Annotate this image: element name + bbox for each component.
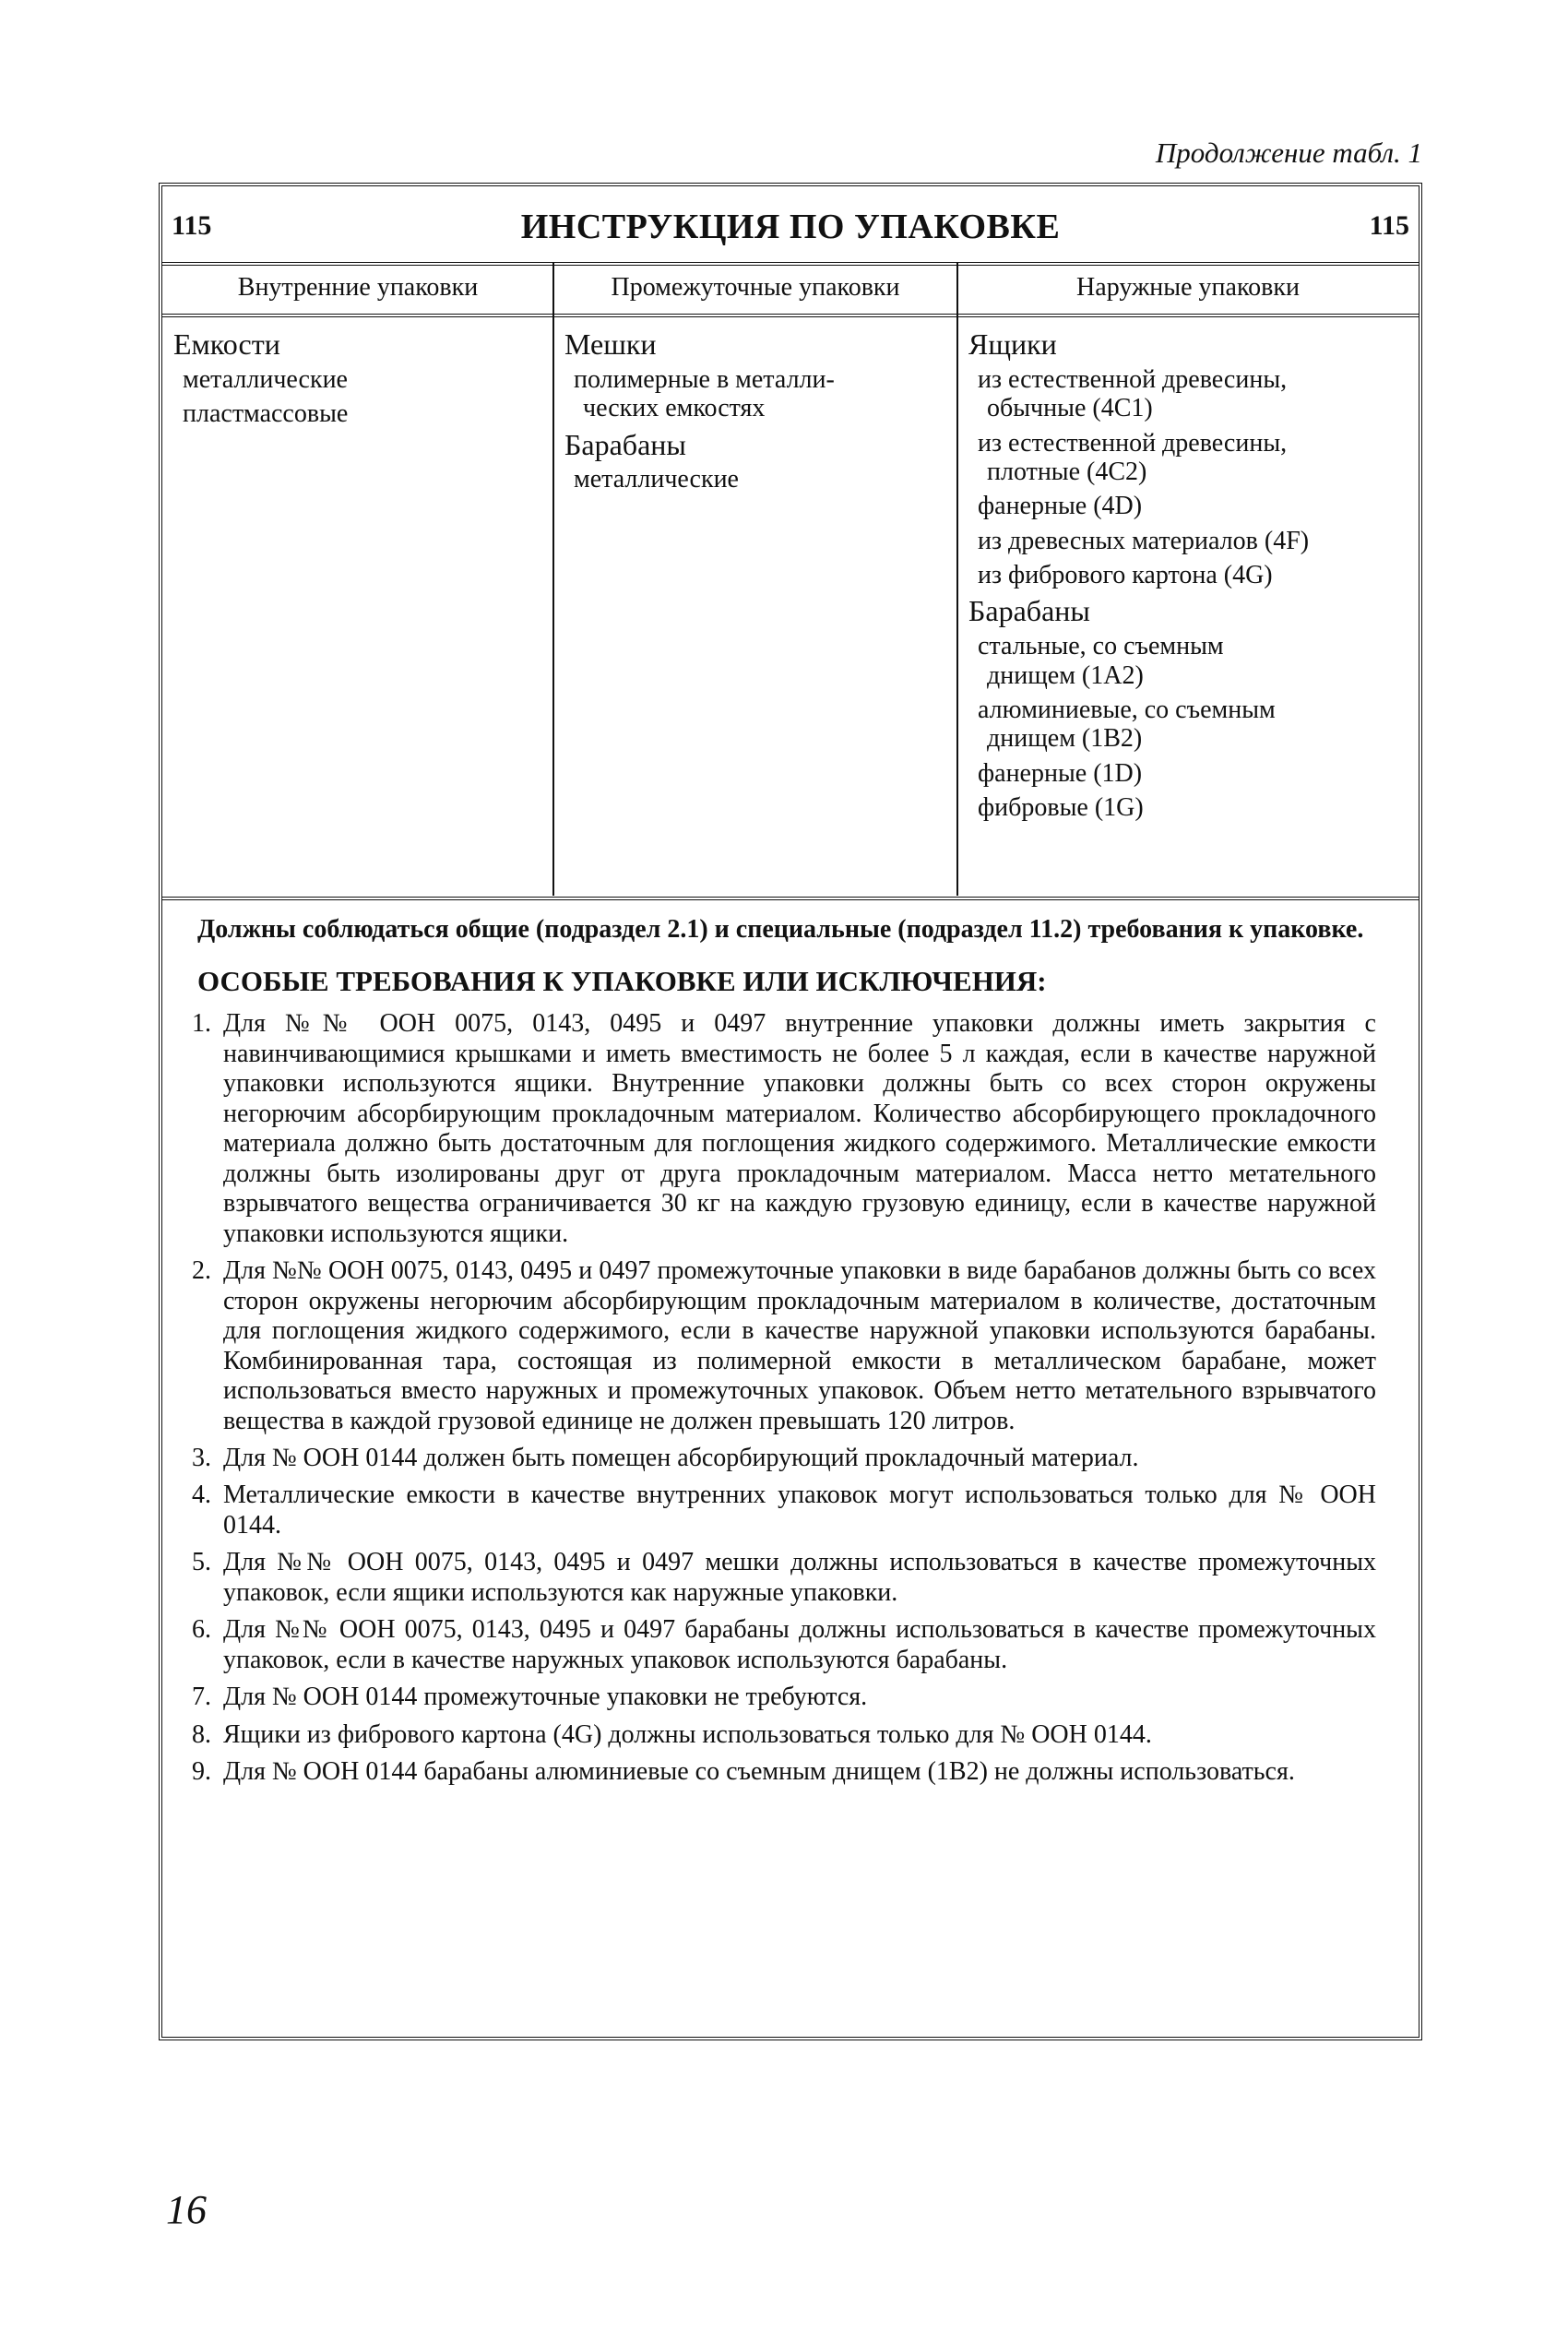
packaging-item-line: алюминиевые, со съемным	[978, 695, 1276, 724]
requirement-text: Для №№ ООН 0075, 0143, 0495 и 0497 мешки должны использоваться в качестве промежуточных упаковок, если ящики используются как наружные упаковки.	[223, 1548, 1376, 1607]
requirement-text: Для № ООН 0144 барабаны алюминиевые со съемным днищем (1B2) не должны использоваться.	[223, 1757, 1295, 1787]
column-header-inner: Внутренние упаковки	[237, 273, 479, 302]
requirement-item	[192, 1615, 1376, 1675]
column-divider	[956, 262, 958, 896]
section-divider	[162, 897, 1419, 900]
requirements-section	[192, 915, 1376, 1795]
requirement-number: 7.	[192, 1683, 211, 1712]
packaging-group-head: Емкости	[173, 327, 280, 361]
packing-instruction-table	[159, 183, 1422, 2040]
packaging-item	[978, 527, 1411, 555]
packaging-group	[564, 328, 947, 423]
packaging-item-line: металлические	[574, 465, 739, 494]
general-requirements-text: Должны соблюдаться общие (подраздел 2.1) и специальные (подраздел 11.2) требования к упаковке.	[197, 915, 1364, 944]
intermediate-packagings-column	[564, 328, 947, 500]
packaging-item	[978, 492, 1411, 520]
requirement-text: Металлические емкости в качестве внутренних упаковок могут использоваться только для № ООН 0144.	[223, 1481, 1376, 1540]
page-number: 16	[166, 2187, 207, 2232]
packaging-item	[574, 465, 947, 494]
packaging-item	[978, 759, 1411, 788]
requirement-item	[192, 1481, 1376, 1540]
packaging-item-line: днищем (1B2)	[987, 724, 1143, 754]
packaging-item-line: днищем (1A2)	[987, 660, 1144, 690]
requirement-item	[192, 1256, 1376, 1436]
special-requirements-list	[192, 1009, 1376, 1787]
packaging-item-line: фанерные (4D)	[978, 492, 1143, 521]
packaging-item	[183, 365, 542, 394]
packaging-item	[978, 696, 1411, 754]
requirement-text: Для №№ ООН 0075, 0143, 0495 и 0497 внутренние упаковки должны иметь закрытия с навинчивающимися крышками и иметь вместимость не более 5 л каждая, если в качестве наружной упаковки используются ящики. Внутренние упаковки должны быть со всех сторон окружены негорючим абсорбирующим прокладочным материалом. Количество абсорбирующего прокладочного материала должно быть достаточным для поглощения жидкого содержимого. Металлические емкости должны быть изолированы друг от друга прокладочным материалом. Масса нетто метательного взрывчатого вещества ограничивается 30 кг на каждую грузовую единицу, если в качестве наружной упаковки используются ящики.	[223, 1009, 1376, 1248]
packaging-item	[978, 365, 1411, 423]
packaging-item-line: ческих емкостях	[583, 394, 766, 423]
packaging-item-line: из древесных материалов (4F)	[978, 526, 1310, 555]
column-header-intermediate: Промежуточные упаковки	[611, 273, 900, 302]
instruction-title: ИНСТРУКЦИЯ ПО УПАКОВКЕ	[520, 208, 1061, 246]
packaging-item	[574, 365, 947, 423]
requirement-number: 5.	[192, 1548, 211, 1577]
requirement-text: Для №№ ООН 0075, 0143, 0495 и 0497 барабаны должны использоваться в качестве промежуточных упаковок, если в качестве наружных упаковок используются барабаны.	[223, 1615, 1376, 1674]
requirement-number: 1.	[192, 1009, 211, 1039]
requirement-item	[192, 1009, 1376, 1249]
requirement-item	[192, 1683, 1376, 1712]
packaging-item-line: из естественной древесины,	[978, 364, 1288, 394]
requirement-text: Ящики из фибрового картона (4G) должны использоваться только для № ООН 0144.	[223, 1719, 1152, 1749]
packaging-item-line: полимерные в металли-	[574, 364, 835, 394]
packaging-item-line: из естественной древесины,	[978, 428, 1288, 458]
packaging-item-line: стальные, со съемным	[978, 632, 1224, 661]
outer-packagings-column	[968, 328, 1411, 827]
packaging-item-line: металлические	[183, 364, 348, 394]
requirement-item	[192, 1719, 1376, 1750]
packaging-group-head: Мешки	[564, 327, 657, 361]
requirement-number: 3.	[192, 1443, 211, 1472]
requirement-item	[192, 1548, 1376, 1608]
packaging-item-line: пластмассовые	[183, 399, 349, 429]
packaging-item-line: из фибрового картона (4G)	[978, 560, 1273, 589]
packaging-item	[978, 429, 1411, 487]
packaging-item	[183, 399, 542, 428]
table-title-row	[162, 186, 1419, 266]
packaging-group	[173, 328, 542, 429]
instruction-number-right: 115	[1369, 210, 1409, 241]
packaging-item-line: фанерные (1D)	[978, 758, 1143, 788]
requirement-number: 9.	[192, 1757, 211, 1787]
requirement-number: 4.	[192, 1481, 211, 1510]
packaging-group-head: Ящики	[968, 327, 1057, 361]
packaging-group	[968, 595, 1411, 822]
instruction-number-left: 115	[172, 210, 212, 241]
column-header-outer: Наружные упаковки	[1076, 273, 1300, 302]
column-divider	[552, 262, 554, 896]
requirement-item	[192, 1443, 1376, 1473]
requirement-number: 8.	[192, 1719, 211, 1749]
requirement-text: Для № ООН 0144 промежуточные упаковки не требуются.	[223, 1683, 868, 1712]
requirement-text: Для №№ ООН 0075, 0143, 0495 и 0497 промежуточные упаковки в виде барабанов должны быть со всех сторон окружены негорючим абсорбирующим прокладочным материалом в количестве, достаточным для поглощения жидкого содержимого, если в качестве наружной упаковки используются барабаны. Комбинированная тара, состоящая из полимерной емкости в металлическом барабане, может использоваться вместо наружных и промежуточных упаковок. Объем нетто метательного взрывчатого вещества в каждой грузовой единице не должен превышать 120 литров.	[223, 1256, 1376, 1435]
packaging-group	[968, 328, 1411, 589]
packaging-group-head: Барабаны	[564, 427, 686, 461]
table-continuation-label: Продолжение табл. 1	[1155, 137, 1422, 169]
packaging-item	[978, 632, 1411, 690]
packaging-item-line: обычные (4C1)	[987, 394, 1153, 423]
requirement-item	[192, 1757, 1376, 1787]
packaging-item	[978, 561, 1411, 589]
packaging-item-line: плотные (4C2)	[987, 457, 1147, 486]
requirement-number: 6.	[192, 1615, 211, 1645]
packaging-item-line: фибровые (1G)	[978, 792, 1144, 822]
requirement-text: Для № ООН 0144 должен быть помещен абсорбирующий прокладочный материал.	[223, 1443, 1139, 1472]
column-header-row	[162, 262, 1419, 317]
requirement-number: 2.	[192, 1256, 211, 1286]
packaging-group-head: Барабаны	[968, 594, 1090, 628]
special-requirements-heading: ОСОБЫЕ ТРЕБОВАНИЯ К УПАКОВКЕ ИЛИ ИСКЛЮЧЕНИЯ:	[197, 965, 1047, 998]
packaging-group	[564, 429, 947, 494]
inner-packagings-column	[173, 328, 542, 434]
packaging-item	[978, 793, 1411, 822]
